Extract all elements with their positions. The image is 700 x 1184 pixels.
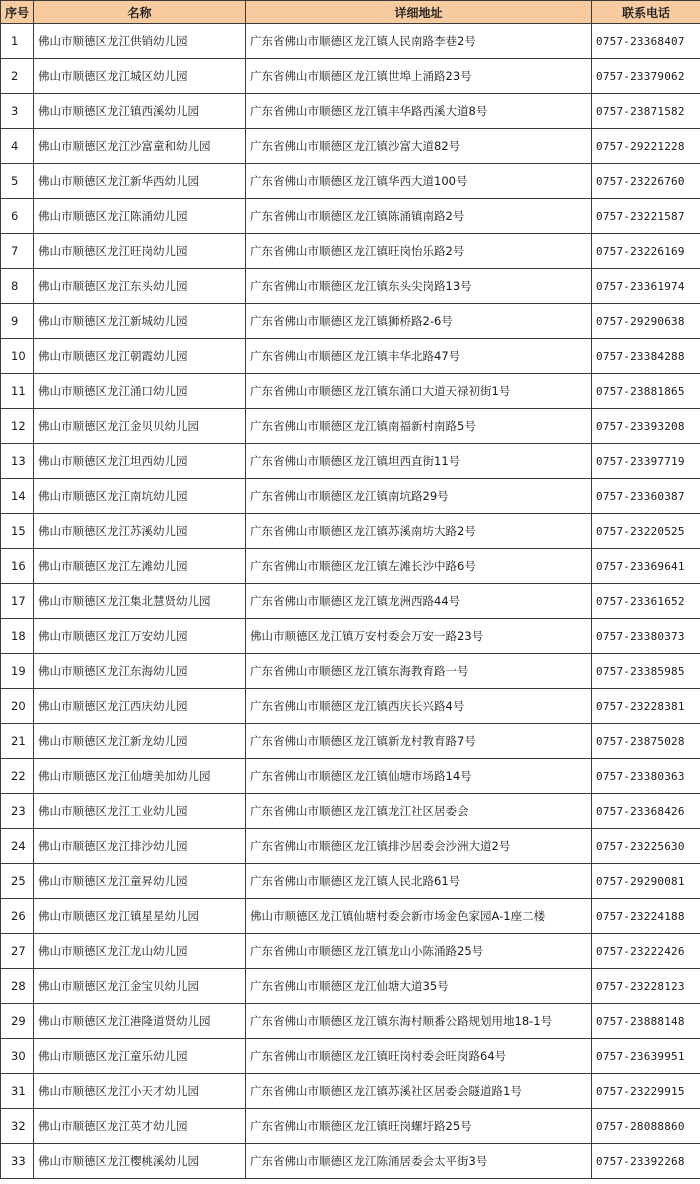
cell-address: 广东省佛山市顺德区龙江镇坦西直街11号 xyxy=(246,444,592,479)
cell-name: 佛山市顺德区龙江涌口幼儿园 xyxy=(34,374,246,409)
cell-phone: 0757-23397719 xyxy=(592,444,700,479)
cell-index: 19 xyxy=(1,654,34,689)
cell-address: 佛山市顺德区龙江镇仙塘村委会新市场金色家园A-1座二楼 xyxy=(246,899,592,934)
table-row xyxy=(1,339,700,374)
cell-address: 广东省佛山市顺德区龙江镇人民北路61号 xyxy=(246,864,592,899)
header-index: 序号 xyxy=(1,1,34,24)
table-row xyxy=(1,1074,700,1109)
cell-phone: 0757-23875028 xyxy=(592,724,700,759)
header-name: 名称 xyxy=(34,1,246,24)
cell-address: 广东省佛山市顺德区龙江镇东海教育路一号 xyxy=(246,654,592,689)
table-row xyxy=(1,24,700,59)
cell-address: 广东省佛山市顺德区龙江镇东涌口大道天禄初街1号 xyxy=(246,374,592,409)
cell-phone: 0757-23228381 xyxy=(592,689,700,724)
cell-name: 佛山市顺德区龙江新华西幼儿园 xyxy=(34,164,246,199)
cell-phone: 0757-23368426 xyxy=(592,794,700,829)
table-row xyxy=(1,829,700,864)
cell-name: 佛山市顺德区龙江排沙幼儿园 xyxy=(34,829,246,864)
cell-phone: 0757-23385985 xyxy=(592,654,700,689)
cell-phone: 0757-29290081 xyxy=(592,864,700,899)
cell-name: 佛山市顺德区龙江坦西幼儿园 xyxy=(34,444,246,479)
cell-phone: 0757-23226760 xyxy=(592,164,700,199)
cell-address: 广东省佛山市顺德区龙江镇苏溪南坊大路2号 xyxy=(246,514,592,549)
cell-phone: 0757-23225630 xyxy=(592,829,700,864)
cell-index: 6 xyxy=(1,199,34,234)
cell-index: 2 xyxy=(1,59,34,94)
cell-index: 1 xyxy=(1,24,34,59)
table-row xyxy=(1,1039,700,1074)
cell-name: 佛山市顺德区龙江英才幼儿园 xyxy=(34,1109,246,1144)
cell-address: 广东省佛山市顺德区龙江镇西庆长兴路4号 xyxy=(246,689,592,724)
cell-address: 广东省佛山市顺德区龙江镇旺岗螺圩路25号 xyxy=(246,1109,592,1144)
table-row xyxy=(1,1004,700,1039)
table-row xyxy=(1,619,700,654)
cell-address: 广东省佛山市顺德区龙江镇旺岗村委会旺岗路64号 xyxy=(246,1039,592,1074)
cell-index: 10 xyxy=(1,339,34,374)
table-row xyxy=(1,899,700,934)
cell-address: 广东省佛山市顺德区龙江镇华西大道100号 xyxy=(246,164,592,199)
cell-index: 14 xyxy=(1,479,34,514)
cell-phone: 0757-23380373 xyxy=(592,619,700,654)
cell-address: 广东省佛山市顺德区龙江镇丰华路西溪大道8号 xyxy=(246,94,592,129)
table-row xyxy=(1,759,700,794)
cell-address: 广东省佛山市顺德区龙江镇仙塘市场路14号 xyxy=(246,759,592,794)
cell-name: 佛山市顺德区龙江西庆幼儿园 xyxy=(34,689,246,724)
cell-address: 广东省佛山市顺德区龙江镇陈涌镇南路2号 xyxy=(246,199,592,234)
cell-address: 广东省佛山市顺德区龙江镇左滩长沙中路6号 xyxy=(246,549,592,584)
cell-name: 佛山市顺德区龙江苏溪幼儿园 xyxy=(34,514,246,549)
table-row xyxy=(1,864,700,899)
cell-name: 佛山市顺德区龙江金宝贝幼儿园 xyxy=(34,969,246,1004)
cell-index: 22 xyxy=(1,759,34,794)
cell-name: 佛山市顺德区龙江供销幼儿园 xyxy=(34,24,246,59)
cell-index: 29 xyxy=(1,1004,34,1039)
cell-address: 广东省佛山市顺德区龙江镇龙洲西路44号 xyxy=(246,584,592,619)
cell-phone: 0757-29290638 xyxy=(592,304,700,339)
table-row xyxy=(1,199,700,234)
cell-name: 佛山市顺德区龙江镇星星幼儿园 xyxy=(34,899,246,934)
cell-address: 广东省佛山市顺德区龙江镇龙山小陈涌路25号 xyxy=(246,934,592,969)
cell-address: 广东省佛山市顺德区龙江镇狮桥路2-6号 xyxy=(246,304,592,339)
table-row xyxy=(1,1144,700,1179)
cell-index: 11 xyxy=(1,374,34,409)
cell-address: 广东省佛山市顺德区龙江镇东海村顺番公路规划用地18-1号 xyxy=(246,1004,592,1039)
header-row xyxy=(1,1,700,24)
cell-name: 佛山市顺德区龙江龙山幼儿园 xyxy=(34,934,246,969)
cell-phone: 0757-23222426 xyxy=(592,934,700,969)
cell-index: 23 xyxy=(1,794,34,829)
cell-address: 广东省佛山市顺德区龙江镇世埠上涌路23号 xyxy=(246,59,592,94)
header-phone: 联系电话 xyxy=(592,1,700,24)
table-row xyxy=(1,94,700,129)
cell-phone: 0757-23226169 xyxy=(592,234,700,269)
table-row xyxy=(1,234,700,269)
table-row xyxy=(1,969,700,1004)
cell-address: 广东省佛山市顺德区龙江镇沙富大道82号 xyxy=(246,129,592,164)
cell-index: 5 xyxy=(1,164,34,199)
cell-index: 27 xyxy=(1,934,34,969)
cell-name: 佛山市顺德区龙江小天才幼儿园 xyxy=(34,1074,246,1109)
cell-index: 15 xyxy=(1,514,34,549)
cell-index: 9 xyxy=(1,304,34,339)
cell-name: 佛山市顺德区龙江港隆道贤幼儿园 xyxy=(34,1004,246,1039)
cell-name: 佛山市顺德区龙江东头幼儿园 xyxy=(34,269,246,304)
table-row xyxy=(1,269,700,304)
cell-address: 广东省佛山市顺德区龙江镇南坑路29号 xyxy=(246,479,592,514)
cell-name: 佛山市顺德区龙江万安幼儿园 xyxy=(34,619,246,654)
cell-phone: 0757-23220525 xyxy=(592,514,700,549)
cell-phone: 0757-23888148 xyxy=(592,1004,700,1039)
cell-address: 广东省佛山市顺德区龙江镇人民南路李巷2号 xyxy=(246,24,592,59)
table-row xyxy=(1,654,700,689)
table-row xyxy=(1,689,700,724)
cell-phone: 0757-23393208 xyxy=(592,409,700,444)
table-row xyxy=(1,374,700,409)
cell-name: 佛山市顺德区龙江金贝贝幼儿园 xyxy=(34,409,246,444)
cell-index: 3 xyxy=(1,94,34,129)
cell-name: 佛山市顺德区龙江沙富童和幼儿园 xyxy=(34,129,246,164)
table-row xyxy=(1,59,700,94)
table-row xyxy=(1,584,700,619)
cell-name: 佛山市顺德区龙江南坑幼儿园 xyxy=(34,479,246,514)
cell-address: 广东省佛山市顺德区龙江镇苏溪社区居委会隧道路1号 xyxy=(246,1074,592,1109)
cell-index: 28 xyxy=(1,969,34,1004)
cell-phone: 0757-23369641 xyxy=(592,549,700,584)
table-row xyxy=(1,129,700,164)
cell-index: 26 xyxy=(1,899,34,934)
table-row xyxy=(1,444,700,479)
cell-name: 佛山市顺德区龙江镇西溪幼儿园 xyxy=(34,94,246,129)
table-row xyxy=(1,409,700,444)
cell-address: 广东省佛山市顺德区龙江镇丰华北路47号 xyxy=(246,339,592,374)
cell-index: 20 xyxy=(1,689,34,724)
cell-index: 25 xyxy=(1,864,34,899)
cell-name: 佛山市顺德区龙江朝霞幼儿园 xyxy=(34,339,246,374)
cell-index: 30 xyxy=(1,1039,34,1074)
cell-name: 佛山市顺德区龙江旺岗幼儿园 xyxy=(34,234,246,269)
cell-name: 佛山市顺德区龙江仙塘美加幼儿园 xyxy=(34,759,246,794)
cell-phone: 0757-23392268 xyxy=(592,1144,700,1179)
cell-index: 4 xyxy=(1,129,34,164)
cell-phone: 0757-23639951 xyxy=(592,1039,700,1074)
cell-index: 7 xyxy=(1,234,34,269)
cell-phone: 0757-23228123 xyxy=(592,969,700,1004)
cell-address: 佛山市顺德区龙江镇万安村委会万安一路23号 xyxy=(246,619,592,654)
cell-name: 佛山市顺德区龙江童乐幼儿园 xyxy=(34,1039,246,1074)
cell-name: 佛山市顺德区龙江左滩幼儿园 xyxy=(34,549,246,584)
cell-address: 广东省佛山市顺德区龙江陈涌居委会太平街3号 xyxy=(246,1144,592,1179)
cell-index: 31 xyxy=(1,1074,34,1109)
cell-index: 17 xyxy=(1,584,34,619)
table-row xyxy=(1,934,700,969)
cell-address: 广东省佛山市顺德区龙江镇龙江社区居委会 xyxy=(246,794,592,829)
cell-phone: 0757-23384288 xyxy=(592,339,700,374)
header-address: 详细地址 xyxy=(246,1,592,24)
cell-phone: 0757-23361652 xyxy=(592,584,700,619)
cell-phone: 0757-29221228 xyxy=(592,129,700,164)
cell-index: 21 xyxy=(1,724,34,759)
cell-address: 广东省佛山市顺德区龙江镇东头尖岗路13号 xyxy=(246,269,592,304)
cell-address: 广东省佛山市顺德区龙江镇旺岗怡乐路2号 xyxy=(246,234,592,269)
cell-phone: 0757-23229915 xyxy=(592,1074,700,1109)
cell-index: 24 xyxy=(1,829,34,864)
table-row xyxy=(1,549,700,584)
cell-index: 16 xyxy=(1,549,34,584)
cell-index: 13 xyxy=(1,444,34,479)
table-row xyxy=(1,724,700,759)
cell-index: 32 xyxy=(1,1109,34,1144)
cell-address: 广东省佛山市顺德区龙江镇南福新村南路5号 xyxy=(246,409,592,444)
cell-name: 佛山市顺德区龙江樱桃溪幼儿园 xyxy=(34,1144,246,1179)
cell-phone: 0757-23380363 xyxy=(592,759,700,794)
cell-phone: 0757-23361974 xyxy=(592,269,700,304)
table-body xyxy=(1,24,700,1179)
cell-name: 佛山市顺德区龙江工业幼儿园 xyxy=(34,794,246,829)
cell-name: 佛山市顺德区龙江新龙幼儿园 xyxy=(34,724,246,759)
cell-phone: 0757-23871582 xyxy=(592,94,700,129)
cell-address: 广东省佛山市顺德区龙江仙塘大道35号 xyxy=(246,969,592,1004)
table-row xyxy=(1,1109,700,1144)
cell-phone: 0757-23379062 xyxy=(592,59,700,94)
cell-phone: 0757-23224188 xyxy=(592,899,700,934)
cell-name: 佛山市顺德区龙江童昇幼儿园 xyxy=(34,864,246,899)
cell-index: 8 xyxy=(1,269,34,304)
table-row xyxy=(1,164,700,199)
cell-phone: 0757-23360387 xyxy=(592,479,700,514)
cell-address: 广东省佛山市顺德区龙江镇新龙村教育路7号 xyxy=(246,724,592,759)
cell-name: 佛山市顺德区龙江新城幼儿园 xyxy=(34,304,246,339)
cell-address: 广东省佛山市顺德区龙江镇排沙居委会沙洲大道2号 xyxy=(246,829,592,864)
table-row xyxy=(1,479,700,514)
cell-name: 佛山市顺德区龙江集北慧贤幼儿园 xyxy=(34,584,246,619)
table-row xyxy=(1,514,700,549)
cell-name: 佛山市顺德区龙江城区幼儿园 xyxy=(34,59,246,94)
table-row xyxy=(1,794,700,829)
cell-phone: 0757-23881865 xyxy=(592,374,700,409)
cell-name: 佛山市顺德区龙江陈涌幼儿园 xyxy=(34,199,246,234)
cell-phone: 0757-23368407 xyxy=(592,24,700,59)
cell-index: 18 xyxy=(1,619,34,654)
cell-phone: 0757-28088860 xyxy=(592,1109,700,1144)
cell-index: 12 xyxy=(1,409,34,444)
cell-name: 佛山市顺德区龙江东海幼儿园 xyxy=(34,654,246,689)
table-row xyxy=(1,304,700,339)
cell-index: 33 xyxy=(1,1144,34,1179)
cell-phone: 0757-23221587 xyxy=(592,199,700,234)
